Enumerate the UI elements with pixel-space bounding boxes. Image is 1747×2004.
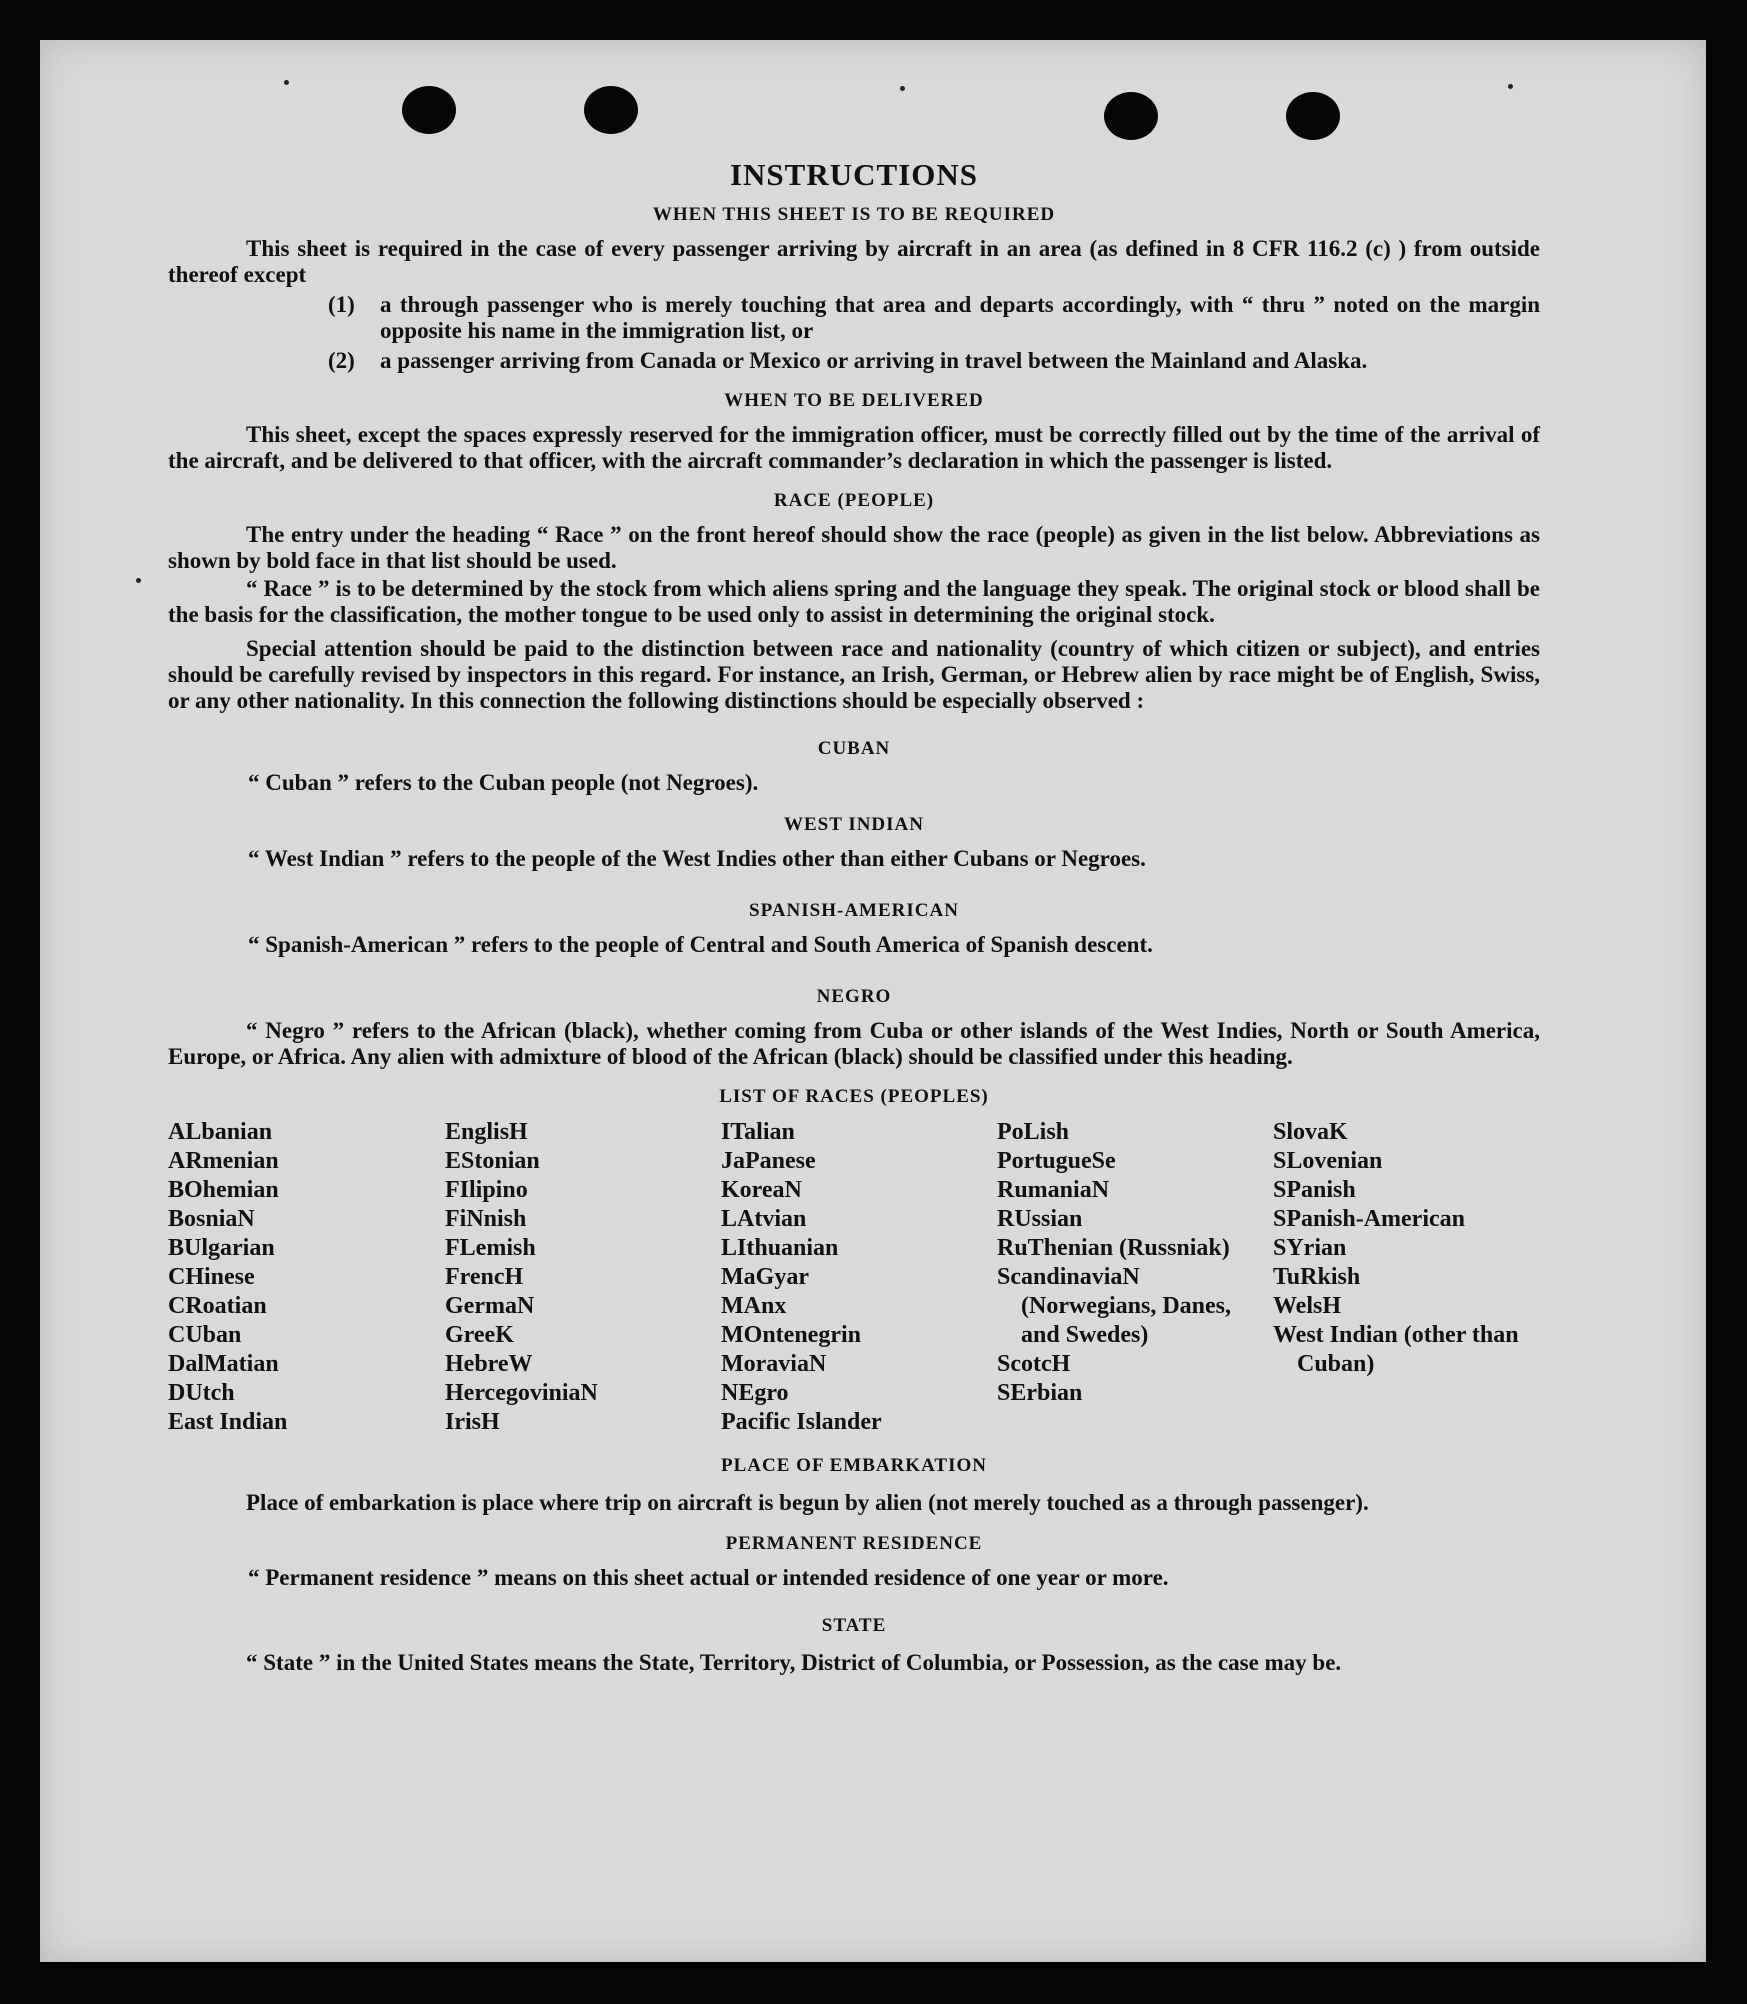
section-heading-when-required: WHEN THIS SHEET IS TO BE REQUIRED: [652, 204, 1056, 225]
race-entry: BosniaN: [168, 1206, 255, 1232]
exception-text: a passenger arriving from Canada or Mexico or arriving in travel between the Mainland and Alaska.: [380, 348, 1368, 373]
race-entry: EStonian: [445, 1148, 540, 1174]
section-heading-when-delivered: WHEN TO BE DELIVERED: [724, 390, 984, 411]
race-entry: RUssian: [997, 1206, 1083, 1232]
race-entry: MOntenegrin: [721, 1322, 861, 1348]
race-entry: WelsH: [1273, 1293, 1342, 1319]
race-entry: West Indian (other than Cuban): [1273, 1322, 1519, 1377]
race-entry: SPanish: [1273, 1177, 1356, 1203]
exception-item: [328, 348, 1540, 374]
races-column: [721, 1118, 997, 1437]
section-heading-west-indian: WEST INDIAN: [784, 814, 924, 835]
race-entry: MaGyar: [721, 1264, 809, 1290]
west-indian-text: “ West Indian ” refers to the people of the West Indies other than either Cubans or Negroes.: [248, 846, 1146, 871]
speck: [136, 578, 141, 583]
instructions-content: [168, 120, 1540, 1679]
section-heading-negro: NEGRO: [816, 986, 892, 1007]
race-entry: SLovenian: [1273, 1148, 1383, 1174]
races-column: [997, 1118, 1273, 1437]
cuban-text: “ Cuban ” refers to the Cuban people (not Negroes).: [248, 770, 759, 795]
race-entry: HebreW: [445, 1351, 533, 1377]
exception-text: a through passenger who is merely touching that area and departs accordingly, with “ thru ” noted on the margin opposite his name in the immigration list, or: [380, 292, 1540, 343]
race-entry: FiNnish: [445, 1206, 527, 1232]
speck: [1508, 84, 1513, 89]
page-title: INSTRUCTIONS: [729, 157, 978, 192]
races-list: [168, 1118, 1540, 1437]
race-entry: SlovaK: [1273, 1119, 1348, 1145]
race-entry: ScandinaviaN (Norwegians, Danes, and Swedes): [997, 1264, 1231, 1348]
permanent-residence-text: “ Permanent residence ” means on this sheet actual or intended residence of one year or more.: [248, 1565, 1169, 1590]
race-entry: SPanish-American: [1273, 1206, 1465, 1232]
race-entry: ITalian: [721, 1119, 795, 1145]
section-heading-spanish-american: SPANISH-AMERICAN: [749, 900, 959, 921]
race-entry: LAtvian: [721, 1206, 807, 1232]
race-entry: DUtch: [168, 1380, 235, 1406]
race-entry: BOhemian: [168, 1177, 279, 1203]
race-entry: GermaN: [445, 1293, 535, 1319]
section-heading-state: STATE: [821, 1615, 887, 1636]
when-delivered-text: This sheet, except the spaces expressly reserved for the immigration officer, must be correctly filled out by the time of the arrival of the aircraft, and be delivered to that officer, with the aircraft commander’s declaration in which the passenger is listed.: [168, 422, 1540, 473]
races-column: [1273, 1118, 1540, 1437]
race-entry: PoLish: [997, 1119, 1070, 1145]
speck: [284, 80, 289, 85]
section-heading-permanent-residence: PERMANENT RESIDENCE: [725, 1533, 983, 1554]
race-paragraph-2: “ Race ” is to be determined by the stock from which aliens spring and the language they speak. The original stock or blood shall be the basis for the classification, the mother tongue to be used only to assist in determining the original stock.: [168, 576, 1540, 627]
race-entry: NEgro: [721, 1380, 789, 1406]
section-heading-embarkation: PLACE OF EMBARKATION: [721, 1455, 987, 1476]
race-entry: HercegoviniaN: [445, 1380, 598, 1406]
race-entry: FIlipino: [445, 1177, 528, 1203]
section-heading-list-of-races: LIST OF RACES (PEOPLES): [719, 1086, 989, 1107]
spanish-american-text: “ Spanish-American ” refers to the people of Central and South America of Spanish descent.: [248, 932, 1153, 957]
race-entry: MAnx: [721, 1293, 787, 1319]
race-entry: ScotcH: [997, 1351, 1071, 1377]
race-entry: FLemish: [445, 1235, 536, 1261]
race-entry: RumaniaN: [997, 1177, 1110, 1203]
exception-number: (2): [328, 348, 355, 373]
section-heading-race: RACE (PEOPLE): [773, 490, 935, 511]
state-text: “ State ” in the United States means the State, Territory, District of Columbia, or Possession, as the case may be.: [246, 1650, 1342, 1675]
race-entry: EnglisH: [445, 1119, 528, 1145]
exception-number: (1): [328, 292, 355, 317]
speck: [900, 86, 905, 91]
race-entry: JaPanese: [721, 1148, 816, 1174]
race-entry: LIthuanian: [721, 1235, 839, 1261]
race-entry: SYrian: [1273, 1235, 1347, 1261]
race-entry: CUban: [168, 1322, 242, 1348]
race-entry: SErbian: [997, 1380, 1083, 1406]
race-entry: CRoatian: [168, 1293, 267, 1319]
when-required-intro: This sheet is required in the case of every passenger arriving by aircraft in an area (as defined in 8 CFR 116.2 (c) ) from outside thereof except: [168, 236, 1540, 287]
race-entry: ALbanian: [168, 1119, 273, 1145]
section-heading-cuban: CUBAN: [817, 738, 891, 759]
race-entry: MoraviaN: [721, 1351, 827, 1377]
race-entry: CHinese: [168, 1264, 255, 1290]
race-entry: RuThenian (Russniak): [997, 1235, 1230, 1261]
race-entry: TuRkish: [1273, 1264, 1361, 1290]
race-entry: East Indian: [168, 1409, 288, 1435]
race-entry: PortugueSe: [997, 1148, 1116, 1174]
race-entry: DalMatian: [168, 1351, 279, 1377]
races-column: [445, 1118, 721, 1437]
race-paragraph-3: Special attention should be paid to the distinction between race and nationality (country of which citizen or subject), and entries should be carefully revised by inspectors in this regard. For instance, an Irish, German, or Hebrew alien by race might be of English, Swiss, or any other nationality. In this connection the following distinctions should be especially observed :: [168, 636, 1540, 713]
race-entry: IrisH: [445, 1409, 500, 1435]
race-entry: FrencH: [445, 1264, 524, 1290]
race-entry: ARmenian: [168, 1148, 279, 1174]
races-column: [168, 1118, 445, 1437]
exception-item: [328, 292, 1540, 344]
race-paragraph-1: The entry under the heading “ Race ” on the front hereof should show the race (people) as given in the list below. Abbreviations as shown by bold face in that list should be used.: [168, 522, 1540, 573]
race-entry: BUlgarian: [168, 1235, 275, 1261]
embarkation-text: Place of embarkation is place where trip on aircraft is begun by alien (not merely touched as a through passenger).: [246, 1490, 1369, 1515]
race-entry: Pacific Islander: [721, 1409, 882, 1435]
negro-text: “ Negro ” refers to the African (black), whether coming from Cuba or other islands of the West Indies, North or South America, Europe, or Africa. Any alien with admixture of blood of the African (black) should be classified under this heading.: [168, 1018, 1540, 1069]
race-entry: GreeK: [445, 1322, 514, 1348]
race-entry: KoreaN: [721, 1177, 802, 1203]
